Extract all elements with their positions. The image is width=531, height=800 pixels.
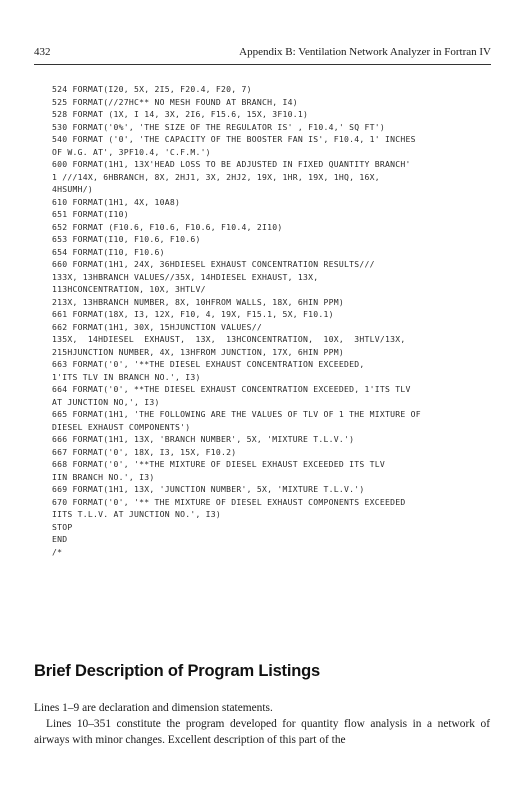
code-line: 667 FORMAT('0', 18X, I3, 15X, F10.2): [52, 446, 237, 457]
code-line: 653 FORMAT(I10, F10.6, F10.6): [52, 234, 201, 244]
code-line: 525 FORMAT(//27HC** NO MESH FOUND AT BRANCH, I4): [52, 96, 298, 107]
header-rule: [34, 64, 491, 65]
code-line: 670 FORMAT('0', '** THE MIXTURE OF DIESEL EXHAUST COMPONENTS EXCEEDED: [52, 496, 406, 507]
code-line: 664 FORMAT('0', **THE DIESEL EXHAUST CONCENTRATION EXCEEDED, 1'ITS TLV: [52, 384, 411, 394]
code-line: /*: [52, 546, 63, 557]
code-line: 1 ///14X, 6HBRANCH, 8X, 2HJ1, 3X, 2HJ2, 19X, 1HR, 19X, 1HQ, 16X,: [52, 171, 380, 182]
code-line: 540 FORMAT ('0', 'THE CAPACITY OF THE BOOSTER FAN IS', F10.4, 1' INCHES: [52, 134, 416, 144]
code-line: 600 FORMAT(1H1, 13X'HEAD LOSS TO BE ADJUSTED IN FIXED QUANTITY BRANCH': [52, 159, 411, 169]
code-line: 666 FORMAT(1H1, 13X, 'BRANCH NUMBER', 5X, 'MIXTURE T.L.V.'): [52, 434, 355, 444]
code-line: END: [52, 534, 68, 544]
code-line: 213X, 13HBRANCH NUMBER, 8X, 10HFROM WALLS, 18X, 6HIN PPM): [52, 296, 345, 307]
code-line: 1'ITS TLV IN BRANCH NO.', I3): [52, 371, 201, 382]
code-line: IITS T.L.V. AT JUNCTION NO.', I3): [52, 509, 222, 519]
code-line: 651 FORMAT(I10): [52, 209, 129, 219]
code-line: 661 FORMAT(18X, I3, 12X, F10, 4, 19X, F15.1, 5X, F10.1): [52, 309, 334, 319]
code-line: 113HCONCENTRATION, 10X, 3HTLV/: [52, 284, 206, 294]
code-line: 530 FORMAT('0%', 'THE SIZE OF THE REGULATOR IS' , F10.4,' SQ FT'): [52, 121, 385, 132]
code-line: 652 FORMAT (F10.6, F10.6, F10.6, F10.4, 2I10): [52, 221, 283, 232]
running-title: Appendix B: Ventilation Network Analyzer in Fortran IV: [239, 46, 491, 58]
code-line: STOP: [52, 521, 73, 532]
code-line: 528 FORMAT (1X, I 14, 3X, 2I6, F15.6, 15X, 3F10.1): [52, 109, 309, 119]
code-line: 215HJUNCTION NUMBER, 4X, 13HFROM JUNCTION, 17X, 6HIN PPM): [52, 346, 345, 357]
code-line: 660 FORMAT(1H1, 24X, 36HDIESEL EXHAUST CONCENTRATION RESULTS///: [52, 259, 375, 269]
code-line: 135X, 14HDIESEL EXHAUST, 13X, 13HCONCENTRATION, 10X, 3HTLV/13X,: [52, 334, 406, 344]
code-line: AT JUNCTION NO,', I3): [52, 396, 160, 407]
code-line: 665 FORMAT(1H1, 'THE FOLLOWING ARE THE VALUES OF TLV OF 1 THE MIXTURE OF: [52, 409, 421, 419]
code-line: 133X, 13HBRANCH VALUES//35X, 14HDIESEL EXHAUST, 13X,: [52, 271, 319, 282]
section-title: Brief Description of Program Listings: [34, 662, 320, 680]
code-line: 654 FORMAT(I10, F10.6): [52, 246, 165, 257]
code-listing: [52, 83, 502, 558]
page-number: 432: [34, 46, 51, 58]
paragraph-1: Lines 1–9 are declaration and dimension statements.: [34, 702, 273, 714]
code-line: 662 FORMAT(1H1, 30X, 15HJUNCTION VALUES//: [52, 321, 263, 332]
code-line: 668 FORMAT('0', '**THE MIXTURE OF DIESEL EXHAUST EXCEEDED ITS TLV: [52, 459, 385, 469]
code-line: 669 FORMAT(1H1, 13X, 'JUNCTION NUMBER', 5X, 'MIXTURE T.L.V.'): [52, 484, 365, 494]
code-line: 610 FORMAT(1H1, 4X, 10A8): [52, 196, 181, 207]
code-line: OF W.G. AT', 3PF10.4, 'C.F.M.'): [52, 146, 211, 157]
paragraph-2: Lines 10–351 constitute the program developed for quantity flow analysis in a network of airways with minor changes. Excellent description of this part of the: [34, 718, 490, 746]
code-line: IIN BRANCH NO.', I3): [52, 471, 155, 482]
running-header: [34, 46, 491, 60]
code-line: 663 FORMAT('0', '**THE DIESEL EXHAUST CONCENTRATION EXCEEDED,: [52, 359, 365, 369]
code-line: 4HSUMH/): [52, 184, 93, 194]
code-line: 524 FORMAT(I20, 5X, 2I5, F20.4, F20, 7): [52, 84, 252, 94]
code-line: DIESEL EXHAUST COMPONENTS'): [52, 421, 191, 432]
